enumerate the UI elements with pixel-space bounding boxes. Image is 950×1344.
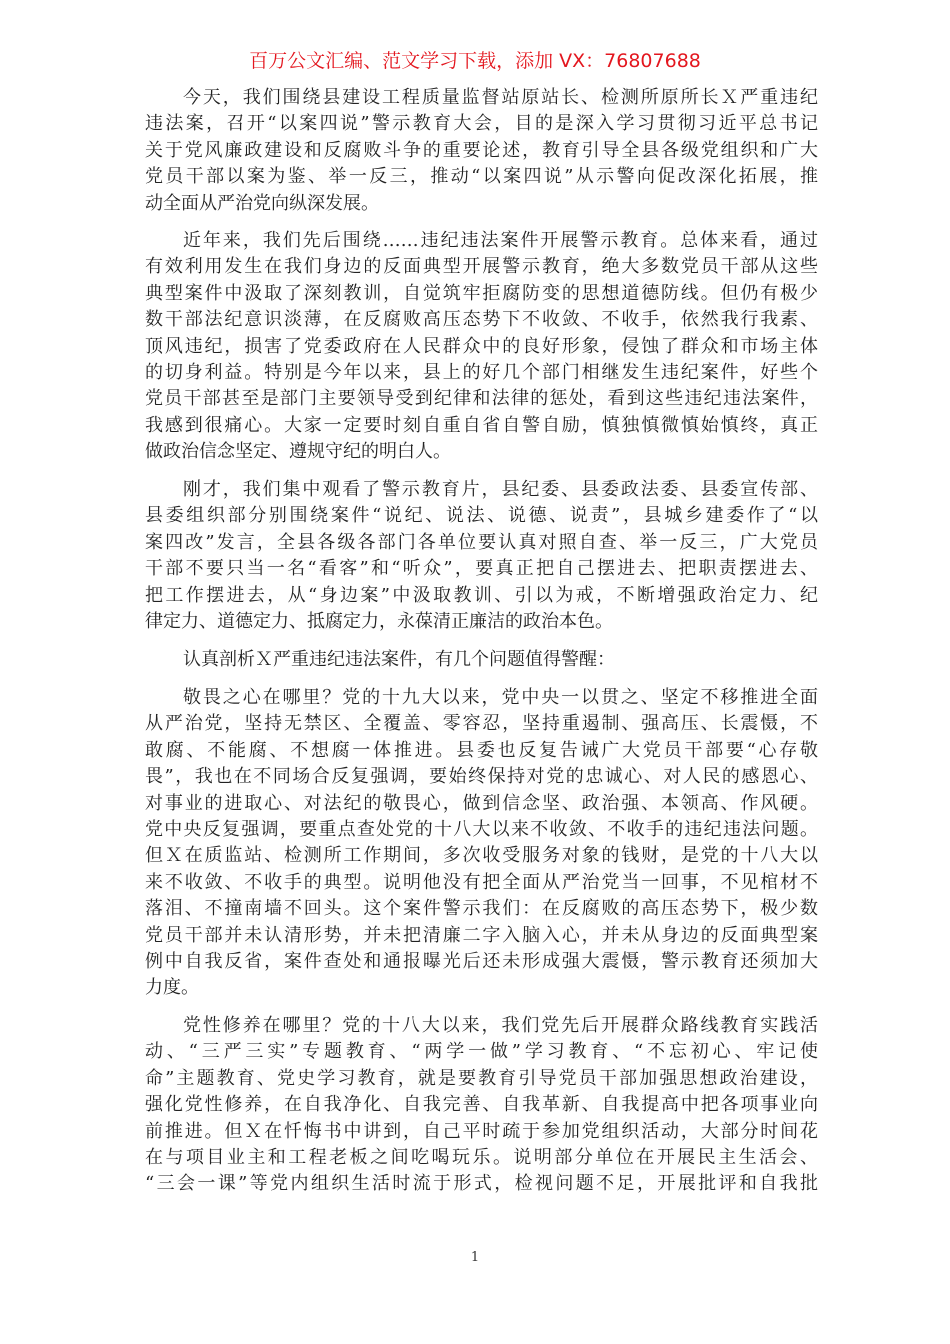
text-line: 律定力、道德定力、抵腐定力，永葆清正廉洁的政治本色。: [145, 610, 613, 632]
text-line: 的切身利益。特别是今年以来，县上的好几个部门相继发生违纪案件，好些个: [145, 361, 818, 383]
paragraph-recent-years: [145, 228, 818, 466]
text-line: “三会一课”等党内组织生活时流于形式，检视问题不足，开展批评和自我批: [145, 1173, 818, 1195]
text-line: 强化党性修养，在自我净化、自我完善、自我革新、自我提高中把各项事业向: [145, 1094, 818, 1116]
paragraph-party-spirit: [145, 1013, 818, 1198]
text-line: 做政治信念坚定、遵规守纪的明白人。: [145, 441, 451, 463]
text-line: 顶风违纪，损害了党委政府在人民群众中的良好形象，侵蚀了群众和市场主体: [145, 335, 818, 357]
text-line: 案四改”发言，全县各级各部门各单位要认真对照自查、举一反三，广大党员: [145, 531, 818, 553]
page-number: 1: [470, 1250, 480, 1265]
text-line: 例中自我反省，案件查处和通报曝光后还未形成强大震慑，警示教育还须加大: [145, 950, 818, 972]
text-line: 对事业的进取心、对法纪的敬畏心，做到信念坚、政治强、本领高、作风硬。: [145, 792, 818, 814]
text-line: 近年来，我们先后围绕……违纪违法案件开展警示教育。总体来看，通过: [183, 230, 818, 251]
text-line: 党员干部甚至是部门主要领导受到纪律和法律的惩处，看到这些违纪违法案件，: [145, 388, 818, 410]
text-line: 刚才，我们集中观看了警示教育片，县纪委、县委政法委、县委宣传部、: [183, 479, 818, 500]
text-line: 动全面从严治党向纵深发展。: [145, 192, 379, 214]
watermark-banner: 百万公文汇编、范文学习下载，添加 VX：76807688: [249, 50, 701, 72]
text-line: 落泪、不撞南墙不回头。这个案件警示我们：在反腐败的高压态势下，极少数: [145, 898, 818, 920]
text-line: 力度。: [145, 977, 199, 999]
text-line: 党中央反复强调，要重点查处党的十八大以来不收敛、不收手的违纪违法问题。: [145, 818, 818, 840]
text-line: 认真剖析Ｘ严重违纪违法案件，有几个问题值得警醒：: [183, 649, 615, 670]
text-line: 畏”，我也在不同场合反复强调，要始终保持对党的忠诚心、对人民的感恩心、: [145, 766, 818, 788]
paragraph-awe: [145, 685, 818, 1002]
paragraph-analysis-intro: [145, 647, 818, 673]
text-line: 敬畏之心在哪里？党的十九大以来，党中央一以贯之、坚定不移推进全面: [183, 687, 818, 708]
text-line: 动、“三严三实”专题教育、“两学一做”学习教育、“不忘初心、牢记使: [145, 1041, 818, 1063]
text-line: 党员干部并未认清形势，并未把清廉二字入脑入心，并未从身边的反面典型案: [145, 924, 818, 946]
text-line: 县委组织部分别围绕案件“说纪、说法、说德、说责”，县城乡建委作了“以: [145, 505, 818, 527]
text-line: 前推进。但Ｘ在忏悔书中讲到，自己平时疏于参加党组织活动，大部分时间花: [145, 1120, 818, 1142]
text-line: 我感到很痛心。大家一定要时刻自重自省自警自励，慎独慎微慎始慎终，真正: [145, 414, 818, 436]
text-line: 但Ｘ在质监站、检测所工作期间，多次收受服务对象的钱财，是党的十八大以: [145, 845, 818, 867]
text-line: 来不收敛、不收手的典型。说明他没有把全面从严治党当一回事，不见棺材不: [145, 871, 818, 893]
paragraph-warning-film: [145, 477, 818, 635]
text-line: 把工作摆进去，从“身边案”中汲取教训、引以为戒，不断增强政治定力、纪: [145, 584, 818, 606]
text-line: 数干部法纪意识淡薄，在反腐败高压态势下不收敛、不收手，依然我行我素、: [145, 309, 818, 331]
text-line: 有效利用发生在我们身边的反面典型开展警示教育，绝大多数党员干部从这些: [145, 256, 818, 278]
text-line: 敢腐、不能腐、不想腐一体推进。县委也反复告诫广大党员干部要“心存敬: [145, 739, 818, 761]
text-line: 违法案，召开“以案四说”警示教育大会，目的是深入学习贯彻习近平总书记: [145, 113, 818, 135]
text-line: 典型案件中汲取了深刻教训，自觉筑牢拒腐防变的思想道德防线。但仍有极少: [145, 282, 818, 304]
text-line: 命”主题教育、党史学习教育，就是要教育引导党员干部加强思想政治建设，: [145, 1067, 818, 1089]
text-line: 在与项目业主和工程老板之间吃喝玩乐。说明部分单位在开展民主生活会、: [145, 1146, 818, 1168]
text-line: 关于党风廉政建设和反腐败斗争的重要论述，教育引导全县各级党组织和广大: [145, 139, 818, 161]
text-line: 党性修养在哪里？党的十八大以来，我们党先后开展群众路线教育实践活: [183, 1015, 818, 1036]
text-line: 今天，我们围绕县建设工程质量监督站原站长、检测所原所长Ｘ严重违纪: [183, 87, 818, 108]
paragraph-intro: [145, 85, 818, 217]
text-line: 从严治党，坚持无禁区、全覆盖、零容忍，坚持重遏制、强高压、长震慑，不: [145, 713, 818, 735]
text-line: 干部不要只当一名“看客”和“听众”，要真正把自己摆进去、把职责摆进去、: [145, 558, 818, 580]
text-line: 党员干部以案为鉴、举一反三，推动“以案四说”从示警向促改深化拓展，推: [145, 166, 818, 188]
